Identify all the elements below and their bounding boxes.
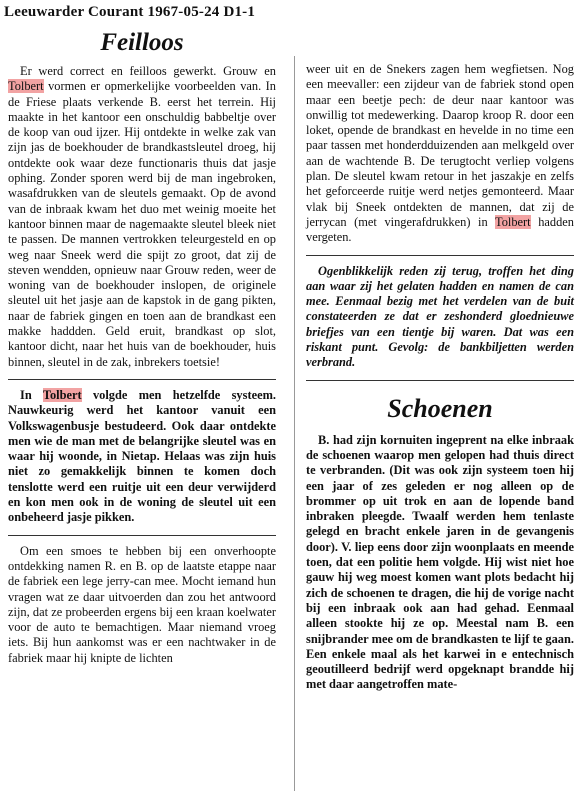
paragraph-4 [306, 62, 574, 246]
section-divider [306, 255, 574, 256]
paragraph-1-part-a: Er werd correct en feilloos gewerkt. Grouw en [20, 64, 276, 78]
section-divider [8, 379, 276, 380]
article-column-right [306, 62, 574, 702]
highlight-keyword: Tolbert [8, 79, 44, 94]
paragraph-6: B. had zijn kornuiten ingeprent na elke inbraak de schoenen waarop men gelopen had thuis direct te verbranden. (Dit was ook zijn systeem toen hij een jaar of zes geleden er nog alleen op de brommer op uit trok en aan de lopende band inbraken pleegde. Twaalf werden hem tenlaste gelegd en bracht enkele jaren in de gevangenis door). V. liep eens door zijn woonplaats en meende toen, dat een politie hem volgde. Hij wist niet hoe gauw hij weg moest komen want plots bedacht hij zich de schoenen te dragen, die hij de vorige nacht bij een inbraak ook aan had gehad. Eenmaal alleen stookte hij ze op. Meestal nam B. een snijbrander mee om de brandkasten te lijf te gaan. Een enkele maal als het karwei in e entechnisch geoutilleerd bedrijf werd opgeknapt brandde hij met daar aangetroffen mate- [306, 432, 574, 692]
paragraph-2 [8, 388, 276, 526]
article-column-left [8, 28, 276, 675]
highlight-keyword: Tolbert [495, 214, 531, 229]
section-divider [306, 380, 574, 381]
paragraph-2-part-b: volgde men hetzelfde systeem. Nauwkeurig werd het kantoor vanuit een Volkswagenbusje bestudeerd. Ook daar ontdekte men wie de man met de belangrijke sleutel was en waar hij woonde, in Nietap. Helaas was zijn huis niet zo gemakkelijk binnen te komen doch tenslotte werd een ruitje uit een deur verwijderd en kon men ook in de woning de sleutel uit een onbeheerd jasje pikken. [8, 387, 276, 525]
section-divider [8, 535, 276, 536]
paragraph-5: Ogenblikkelijk reden zij terug, troffen het ding aan waar zij het gelaten hadden en namen de can mee. Eenmaal bezig met het verdelen van de buit constateerden ze dat er zeshonderd gloednieuwe briefjes van een tientje bij waren. Dat was een riskant punt. Gevolg: de bankbiljetten werden verbrand. [306, 263, 574, 370]
paragraph-2-part-a: In [20, 387, 43, 402]
column-rule [294, 56, 295, 791]
paragraph-4-part-a: weer uit en de Snekers zagen hem wegfietsen. Nog een meevaller: een zijdeur van de fabriek stond open maar een beetje pech: de deur naar kantoor was onwillig tot medewerking. Daarop kroop R. door een loket, opende de brandkast en hevelde in no time een paar tassen met honderdduizenden aan melkgeld over aan de wachtende B. De terugtocht verliep volgens plan. De sleutel kwam retour in het jaszakje en zelfs het geforceerde ruitje werd netjes gemonteerd. Maar vlak bij Sneek ontdekten de mannen, dat zij de jerrycan (met vingerafdrukken) in [306, 62, 574, 229]
paragraph-1-part-b: vormen er opmerkelijke voorbeelden van. In de Friese plaats verkende B. eerst het terrein. Hij maakte in het kantoor een onschuldig babbeltje over de koop van oud ijzer. Hij ontdekte in welke zak van zijn jas de boekhouder de brandkastsleutel droeg, hij ontdekte ook waar deze functionaris thuis dat jasje ophing. Zonder sporen werd bij de man ingebroken, wasafdrukken van de sleutels gemaakt. Op de avond van de inbraak kwam het duo met weinig moeite het kantoor binnen maar de nagemaakte sleutel bleek niet te passen. De mannen vertrokken teleurgesteld en op weg naar Sneek werd die spijt zo groot, dat zij de steven wendden, opnieuw naar Grouw reden, weer de woning van de boekhouder inslopen, de originele sleutel uit het jasje aan de kapstok in de gang pikten, naar de fabriek gingen en toen aan de brandkast een makke haddden. Geld eruit, brandkast op slot, kantoor dicht, naar het huis van de boekhouder, huis binnen, sleutel in de zak, inbrekers toetsie! [8, 79, 276, 369]
heading-schoenen: Schoenen [387, 393, 493, 423]
paragraph-3: Om een smoes te hebben bij een onverhoopte ontdekking namen R. en B. op de laatste etappe naar de fabriek een lege jerry-can mee. Mocht iemand hun vragen wat ze daar uitvoerden dan zou het antwoord zijn, dat ze probeerden ergens bij een kraan koelwater voor de auto te bemachtigen. Maar niemand vroeg iets. Bij hun aankomst was er een nachtwaker in de fabriek maar hij knipte de lichten [8, 543, 276, 665]
heading-feilloos: Feilloos [100, 29, 184, 56]
paragraph-4-part-b: hadden vergeten. [306, 214, 574, 245]
newspaper-header: Leeuwarder Courant 1967-05-24 D1-1 [4, 4, 256, 20]
highlight-keyword: Tolbert [42, 387, 82, 402]
paragraph-1 [8, 64, 276, 370]
